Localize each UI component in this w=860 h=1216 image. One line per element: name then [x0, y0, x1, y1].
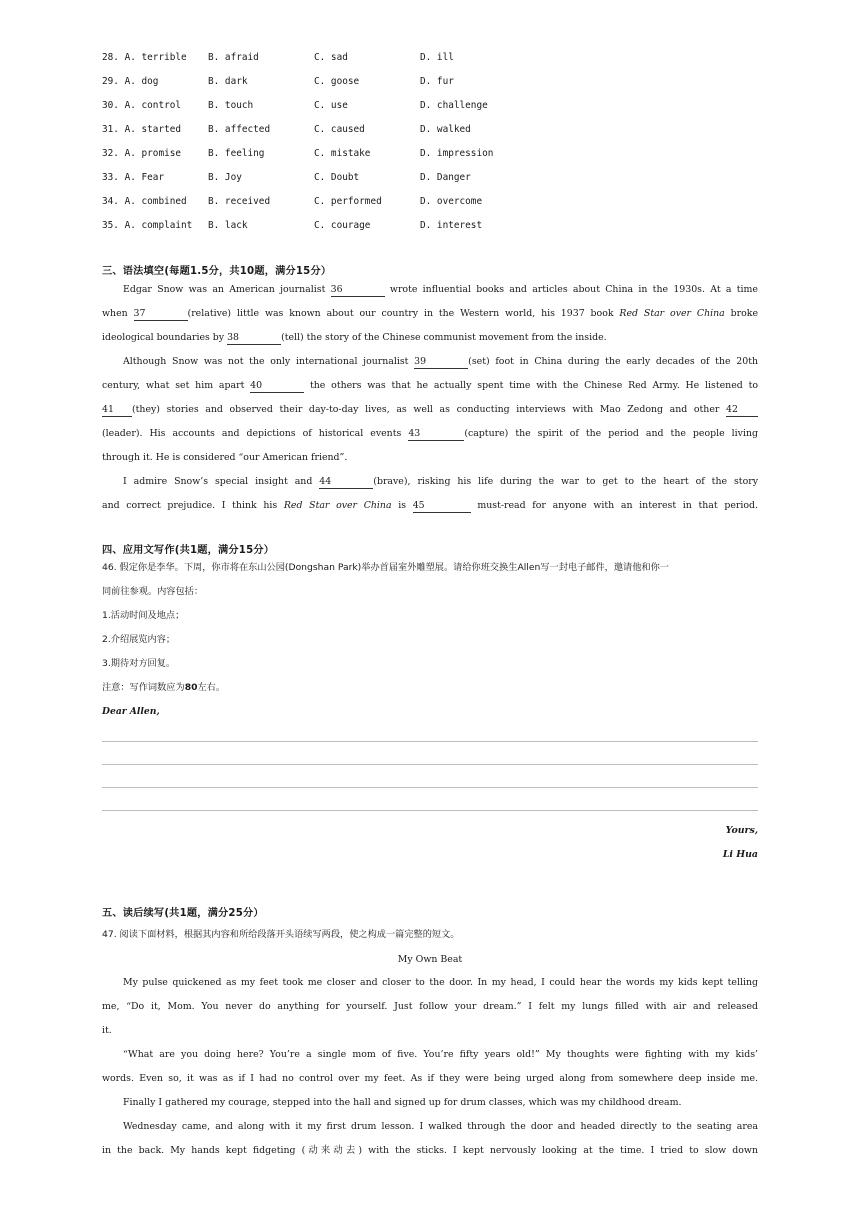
blank-36: 36 — [331, 284, 385, 297]
option-d: D. overcome — [420, 196, 483, 207]
passage-line: ideological boundaries by 38 (tell) the story of the Chinese communist movement from the inside. — [102, 332, 607, 343]
option-c: C. caused — [314, 124, 365, 135]
story-line: My pulse quickened as my feet took me closer and closer to the door. In my head, I could hear the words my kids kept telling — [123, 977, 758, 988]
option-c: C. mistake — [314, 148, 371, 159]
section-heading-writing: 四、应用文写作(共1题，满分15分） — [102, 545, 275, 556]
writing-line — [102, 810, 758, 811]
story-line: me, “Do it, Mom. You never do anything for yourself. Just follow your dream.” I felt my lungs filled with air and released — [102, 1001, 758, 1012]
question-47: 47. 阅读下面材料，根据其内容和所给段落开头语续写两段，使之构成一篇完整的短文。 — [102, 929, 460, 940]
option-c: C. sad — [314, 52, 348, 63]
option-b: B. afraid — [208, 52, 259, 63]
blank-40: 40 — [250, 380, 304, 393]
passage-line: Edgar Snow was an American journalist 36 wrote influential books and articles about China in the 1930s. At a time — [123, 284, 758, 295]
requirement-3: 3.期待对方回复。 — [102, 658, 176, 669]
question-46-cont: 同前往参观。内容包括： — [102, 586, 204, 597]
option-c: C. performed — [314, 196, 382, 207]
story-line: in the back. My hands kept fidgeting (动来动去) with the sticks. I kept nervously looking at the time. I tried to slow down — [102, 1145, 758, 1156]
option-d: D. impression — [420, 148, 494, 159]
passage-line: I admire Snow’s special insight and 44 (brave), risking his life during the war to get to the heart of the story — [123, 476, 758, 487]
passage-line: (leader). His accounts and depictions of historical events 43 (capture) the spirit of the period and the people living — [102, 428, 758, 439]
option-d: D. challenge — [420, 100, 488, 111]
word-count-note: 注意：写作词数应为80左右。 — [102, 682, 226, 693]
letter-closing: Yours, — [725, 825, 758, 836]
option-c: C. courage — [314, 220, 371, 231]
option-a: 30. A. control — [102, 100, 182, 111]
book-title: Red Star over China — [619, 308, 725, 319]
option-b: B. touch — [208, 100, 254, 111]
story-line: words. Even so, it was as if I had no control over my feet. As if they were being urged along from somewhere deep inside me. — [102, 1073, 758, 1084]
blank-44: 44 — [319, 476, 373, 489]
writing-line — [102, 741, 758, 742]
option-d: D. ill — [420, 52, 454, 63]
question-46: 46. 假定你是李华。下周，你市将在东山公园(Dongshan Park)举办首届室外雕塑展。请给你班交换生Allen写一封电子邮件，邀请他和你一 — [102, 562, 669, 573]
writing-line — [102, 764, 758, 765]
story-line: Wednesday came, and along with it my first drum lesson. I walked through the door and headed directly to the seating area — [123, 1121, 758, 1132]
section-heading-continuation: 五、读后续写(共1题，满分25分） — [102, 908, 264, 919]
option-a: 28. A. terrible — [102, 52, 187, 63]
option-b: B. affected — [208, 124, 271, 135]
option-d: D. Danger — [420, 172, 471, 183]
option-b: B. feeling — [208, 148, 265, 159]
passage-line: century, what set him apart 40 the others was that he actually spent time with the Chinese Red Army. He listened to — [102, 380, 758, 391]
story-line: “What are you doing here? You’re a single mom of five. You’re fifty years old!” My thoughts were fighting with my kids’ — [123, 1049, 758, 1060]
option-d: D. walked — [420, 124, 471, 135]
requirement-1: 1.活动时间及地点； — [102, 610, 185, 621]
option-b: B. dark — [208, 76, 248, 87]
option-b: B. Joy — [208, 172, 242, 183]
passage-line: and correct prejudice. I think his Red Star over China is 45 must-read for anyone with an interest in that period. — [102, 500, 758, 511]
blank-43: 43 — [408, 428, 464, 441]
option-c: C. use — [314, 100, 348, 111]
writing-line — [102, 787, 758, 788]
blank-41: 41 — [102, 404, 132, 417]
option-a: 34. A. combined — [102, 196, 187, 207]
option-a: 31. A. started — [102, 124, 182, 135]
blank-39: 39 — [414, 356, 468, 369]
passage-line: 41 (they) stories and observed their day-to-day lives, as well as conducting interviews with Mao Zedong and other 42 — [102, 402, 758, 417]
option-a: 33. A. Fear — [102, 172, 165, 183]
section-heading-grammar: 三、语法填空(每题1.5分，共10题，满分15分） — [102, 266, 332, 277]
passage-line: Although Snow was not the only international journalist 39 (set) foot in China during the early decades of the 20th — [123, 356, 758, 367]
passage-line: through it. He is considered “our American friend”. — [102, 452, 348, 463]
requirement-2: 2.介绍展览内容； — [102, 634, 176, 645]
option-a: 29. A. dog — [102, 76, 159, 87]
option-d: D. interest — [420, 220, 483, 231]
story-line: it. — [102, 1025, 112, 1036]
option-d: D. fur — [420, 76, 454, 87]
option-b: B. lack — [208, 220, 248, 231]
option-c: C. goose — [314, 76, 360, 87]
option-a: 32. A. promise — [102, 148, 182, 159]
option-c: C. Doubt — [314, 172, 360, 183]
letter-signature: Li Hua — [722, 849, 758, 860]
letter-greeting: Dear Allen, — [102, 706, 160, 717]
blank-37: 37 — [134, 308, 188, 321]
blank-42: 42 — [726, 404, 758, 417]
passage-line: when 37 (relative) little was known about our country in the Western world, his 1937 book Red Star over China broke — [102, 308, 758, 319]
book-title: Red Star over China — [283, 500, 392, 511]
story-title: My Own Beat — [397, 954, 463, 965]
option-b: B. received — [208, 196, 271, 207]
story-line: Finally I gathered my courage, stepped into the hall and signed up for drum classes, which was my childhood dream. — [123, 1097, 682, 1108]
blank-45: 45 — [413, 500, 471, 513]
option-a: 35. A. complaint — [102, 220, 193, 231]
blank-38: 38 — [227, 332, 281, 345]
